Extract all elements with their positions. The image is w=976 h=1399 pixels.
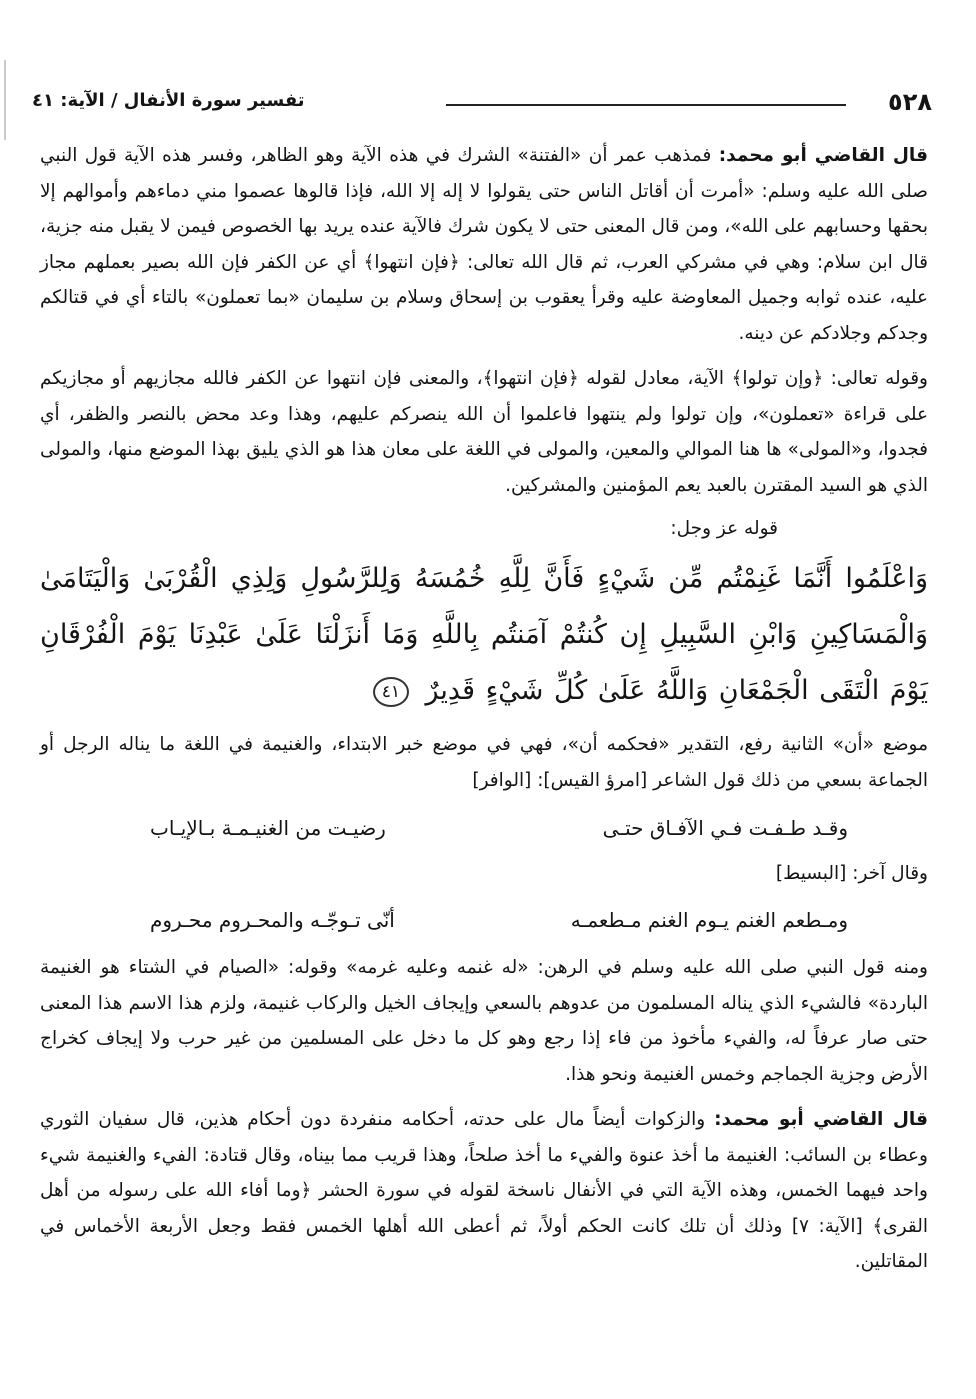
poem-2-second-hemistich: أنّى تـوجّـه والمحـروم محـروم [150,908,395,932]
paragraph-1 [40,138,928,351]
paragraph-5-text: ومنه قول النبي صلى الله عليه وسلم في الرهن: «له غنمه وعليه غرمه» وقوله: «الصيام في الشتاء هو الغنيمة الباردة» فالشيء الذي يناله المسلمون من عدوهم بالسعي وإيجاف الخيل والركاب غنيمة، ولزم هذا الاسم هذا المعنى حتى صار عرفاً له، والفيء مأخوذ من فاء إذا رجع وهو كل ما دخل على المسلمين من غير حرب ولا إيجاف كخراج الأرض وجزية الجماجم وخمس الغنيمة ونحو هذا. [40,957,928,1085]
page-content [40,138,928,1290]
quran-verse [40,551,928,719]
verse-intro: قوله عز وجل: [670,518,778,539]
binding-edge [4,60,6,140]
header-rule [446,104,846,106]
page-header [32,84,932,120]
poem-2-intro: وقال آخر: [البسيط] [775,863,928,884]
paragraph-1-lead: قال القاضي أبو محمد: [718,145,928,166]
paragraph-1-text: فمذهب عمر أن «الفتنة» الشرك في هذه الآية وهو الظاهر، وفسر هذه الآية قول النبي صلى الله عليه وسلم: «أمرت أن أقاتل الناس حتى يقولوا لا إله إلا الله، فإذا قالوها عصموا مني دماءهم وأموالهم إلا بحقها وحسابهم على الله»، ومن قال المعنى حتى لا يكون شرك فالآية عنده يريد بها الخصوص فيمن لا يقبل منه جزية، قال ابن سلام: وهي في مشركي العرب، ثم قال الله تعالى: ﴿فإن انتهوا﴾ أي عن الكفر فإن الله بصير بعملهم مجاز عليه، عنده ثوابه وجميل المعاوضة عليه وقرأ يعقوب بن إسحاق وسلام بن سليمان «بما تعملون» بالتاء أي في قتالكم وجدكم وجلادكم عن دينه. [40,145,928,344]
running-title: تفسير سورة الأنفال / الآية: ٤١ [32,90,305,111]
paragraph-5 [40,950,928,1092]
paragraph-6-text: والزكوات أيضاً مال على حدته، أحكامه منفردة دون أحكام هذين، قال سفيان الثوري وعطاء بن السائب: الغنيمة ما أخذ عنوة والفيء ما أخذ صلحاً، وهذا قريب مما بيناه، وقال قتادة: الفيء والغنيمة شيء واحد فيهما الخمس، وهذه الآية التي في الأنفال ناسخة لقوله في سورة الحشر ﴿وما أفاء الله على رسوله من أهل القرى﴾ [الآية: ٧] وذلك أن تلك كانت الحكم أولاً، ثم أعطى الله أهلها الخمس فقط وجعل الأربعة الأخماس في المقاتلين. [40,1109,928,1272]
quran-verse-text: وَاعْلَمُوا أَنَّمَا غَنِمْتُم مِّن شَيْءٍ فَأَنَّ لِلَّهِ خُمُسَهُ وَلِلرَّسُولِ وَلِذِي الْقُرْبَىٰ وَالْيَتَامَىٰ وَالْمَسَاكِينِ وَابْنِ السَّبِيلِ إِن كُنتُمْ آمَنتُم بِاللَّهِ وَمَا أَنزَلْنَا عَلَىٰ عَبْدِنَا يَوْمَ الْفُرْقَانِ يَوْمَ الْتَقَى الْجَمْعَانِ وَاللَّهُ عَلَىٰ كُلِّ شَيْءٍ قَدِيرٌ [40,563,928,706]
verse-number-marker: ٤١ [373,677,409,707]
paragraph-6 [40,1102,928,1280]
paragraph-3-text: موضع «أن» الثانية رفع، التقدير «فحكمه أن»، فهي في موضع خبر الابتداء، والغنيمة في اللغة ما يناله الرجل أو الجماعة بسعي من ذلك قول الشاعر [امرؤ القيس]: [الوافر] [40,734,928,791]
poem-verse-1 [150,808,848,848]
paragraph-2 [40,361,928,503]
paragraph-6-lead: قال القاضي أبو محمد: [714,1109,928,1130]
poem-1-second-hemistich: رضيـت من الغنيـمـة بـالإيـاب [150,816,386,840]
poem-verse-2 [150,900,848,940]
paragraph-3 [40,727,928,798]
paragraph-2-text: وقوله تعالى: ﴿وإن تولوا﴾ الآية، معادل لقوله ﴿فإن انتهوا﴾، والمعنى فإن انتهوا عن الكفر فالله مجازيهم أو مجازيكم على قراءة «تعملون»، وإن تولوا ولم ينتهوا فاعلموا أن الله ينصركم عليهم، وهذا وعد محض بالنصر والظفر، أي فجدوا، و«المولى» ها هنا الموالي والمعين، والمولى في اللغة على معان هذا هو الذي يليق بهذا الموضع منها، والمولى الذي هو السيد المقترن بالعبد يعم المؤمنين والمشركين. [40,368,928,496]
poem-2-first-hemistich: ومـطعم الغنم يـوم الغنم مـطعمـه [570,908,848,932]
page-number: ٥٢٨ [888,88,932,116]
poem-1-first-hemistich: وقـد طـفـت فـي الآفـاق حتـى [602,816,848,840]
